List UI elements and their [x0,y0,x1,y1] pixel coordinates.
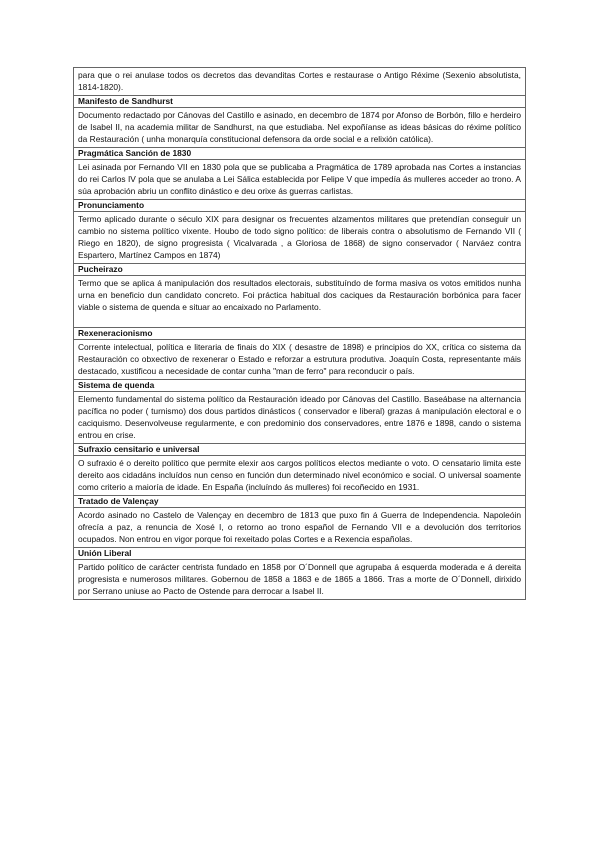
term-definition: Termo aplicado durante o século XIX para designar os frecuentes alzamentos militares que pretendían conseguir un cambio no sistema político vixente. Houbo de todo signo político: de liberais contra o absolutismo de Fernando VII ( Riego en 1820), de signo progresista ( Vicalvarada , a Gloriosa de 1868) de signo conservador ( Narváez contra Espartero, Martínez Campos en 1874) [74,212,526,264]
definition-row-tratado-de-valencay [74,508,526,548]
definition-row-manifesto-de-sandhurst [74,108,526,148]
term-row-manifesto-de-sandhurst [74,96,526,108]
term-definition: Corrente intelectual, política e literaria de finais do XIX ( desastre de 1898) e principios do XX, crítica co sistema da Restauración co obxectivo de rexenerar o Estado e reforzar a estrutura produtiva. Joaquín Costa, representante máis destacado, xustificou a necesidade de contar cunha "man de ferro" para reconducir o país. [74,340,526,380]
term-definition: Acordo asinado no Castelo de Valençay en decembro de 1813 que puxo fin á Guerra de Independencia. Napoleóin ofrecía a paz, a renuncia de Xosé I, o retorno ao trono español de Fernando VII e a devolución dos territorios ocupados. Non entrou en vigor porque foi rexeitado polas Cortes e a Rexencia españolas. [74,508,526,548]
term-heading: Tratado de Valençay [74,496,526,508]
term-heading: Pragmática Sanción de 1830 [74,148,526,160]
definition-row-pragmatica-sancion-de-1830 [74,160,526,200]
term-row-sistema-de-quenda [74,380,526,392]
definition-row-union-liberal [74,560,526,600]
definition-row-sistema-de-quenda [74,392,526,444]
definition-row-rexeneracionismo [74,340,526,380]
term-row-sufraxio-censitario-e-universal [74,444,526,456]
continuation-row [74,68,526,96]
glossary-body [74,68,526,600]
term-row-pronunciamento [74,200,526,212]
term-heading: Unión Liberal [74,548,526,560]
term-heading: Sufraxio censitario e universal [74,444,526,456]
definition-row-sufraxio-censitario-e-universal [74,456,526,496]
term-row-pragmatica-sancion-de-1830 [74,148,526,160]
term-definition: Documento redactado por Cánovas del Castillo e asinado, en decembro de 1874 por Afonso de Borbón, fillo e herdeiro de Isabel II, na academia militar de Sandhurst, na que estudiaba. Nel expoñíanse as ideas básicas do réxime político da Restauración ( unha monarquía constitucional defensora da orde social e a relixión católica). [74,108,526,148]
term-heading: Pucheirazo [74,264,526,276]
definition-row-pronunciamento [74,212,526,264]
term-heading: Rexeneracionismo [74,328,526,340]
term-definition: Termo que se aplica á manipulación dos resultados electorais, substituíndo de forma masiva os votos emitidos nunha urna en beneficio dun candidato concreto. Foi práctica habitual dos caciques da Restauración borbónica para facer viable o sistema de quenda e situar ao encaixado no Parlamento. [74,276,526,328]
term-row-rexeneracionismo [74,328,526,340]
term-definition: O sufraxio é o dereito político que permite elexir aos cargos políticos electos mediante o voto. O censatario limita este dereito aos cidadáns incluídos nun censo en función dun determinado nivel económico e social. O universal soamente como criterio a maioría de idade. En España (incluíndo ás mulleres) foi recoñecido en 1931. [74,456,526,496]
definition-row-pucheirazo [74,276,526,328]
continuation-text: para que o rei anulase todos os decretos das devanditas Cortes e restaurase o Antigo Réxime (Sexenio absolutista, 1814-1820). [74,68,526,96]
term-row-tratado-de-valencay [74,496,526,508]
term-heading: Pronunciamento [74,200,526,212]
term-definition: Partido político de carácter centrista fundado en 1858 por O´Donnell que agrupaba á esquerda moderada e á dereita progresista e numerosos militares. Gobernou de 1858 a 1863 e de 1865 a 1866. Tras a morte de O´Donnell, dirixido por Serrano uniuse ao Pacto de Ostende para derrocar a Isabel II. [74,560,526,600]
term-definition: Lei asinada por Fernando VII en 1830 pola que se publicaba a Pragmática de 1789 aprobada nas Cortes a instancias do rei Carlos IV pola que se anulaba a Lei Sálica establecida por Felipe V que impedía ás mulleres acceder ao trono. A súa aprobación abriu un conflito dinástico e deu orixe ás guerras carlistas. [74,160,526,200]
term-row-pucheirazo [74,264,526,276]
term-definition: Elemento fundamental do sistema político da Restauración ideado por Cánovas del Castillo. Baseábase na alternancia pacífica no poder ( turnismo) dos dous partidos dinásticos ( conservador e liberal) grazas á manipulación electoral e o caciquismo. Desenvolveuse regularmente, e con predominio dos conservadores, entre 1876 e 1898, cando o sistema entrou en crise. [74,392,526,444]
term-heading: Manifesto de Sandhurst [74,96,526,108]
glossary-table [73,67,526,600]
term-heading: Sistema de quenda [74,380,526,392]
term-row-union-liberal [74,548,526,560]
